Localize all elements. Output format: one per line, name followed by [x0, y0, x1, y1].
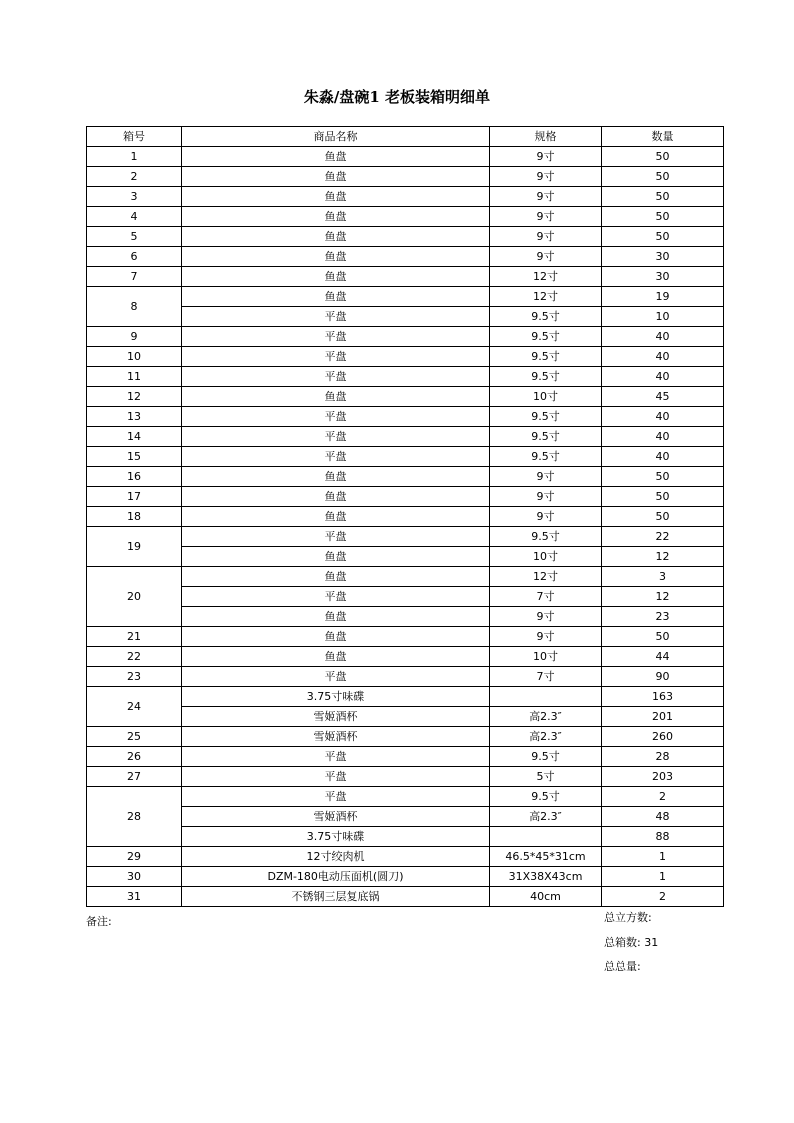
table-row	[87, 427, 724, 447]
quantity-cell: 50	[602, 227, 724, 247]
table-row	[87, 267, 724, 287]
table-row	[87, 547, 724, 567]
product-name-cell: 鱼盘	[182, 247, 490, 267]
product-name-cell: DZM-180电动压面机(圆刀)	[182, 867, 490, 887]
spec-cell	[490, 827, 602, 847]
product-name-cell: 鱼盘	[182, 387, 490, 407]
product-name-cell: 鱼盘	[182, 647, 490, 667]
product-name-cell: 鱼盘	[182, 467, 490, 487]
spec-cell: 9.5寸	[490, 747, 602, 767]
table-row	[87, 627, 724, 647]
quantity-cell: 50	[602, 187, 724, 207]
box-number-cell: 26	[87, 747, 182, 767]
table-body	[87, 147, 724, 907]
table-row	[87, 527, 724, 547]
box-number-cell: 13	[87, 407, 182, 427]
table-row	[87, 887, 724, 907]
spec-cell: 9寸	[490, 487, 602, 507]
box-number-cell: 12	[87, 387, 182, 407]
spec-cell: 9寸	[490, 467, 602, 487]
product-name-cell: 雪姬酒杯	[182, 707, 490, 727]
product-name-cell: 平盘	[182, 347, 490, 367]
product-name-cell: 鱼盘	[182, 547, 490, 567]
table-row	[87, 247, 724, 267]
product-name-cell: 平盘	[182, 587, 490, 607]
box-number-cell: 27	[87, 767, 182, 787]
quantity-cell: 50	[602, 467, 724, 487]
product-name-cell: 鱼盘	[182, 287, 490, 307]
quantity-cell: 90	[602, 667, 724, 687]
product-name-cell: 鱼盘	[182, 187, 490, 207]
spec-cell: 高2.3″	[490, 727, 602, 747]
total-boxes-label: 总箱数:	[604, 936, 641, 949]
product-name-cell: 平盘	[182, 307, 490, 327]
quantity-cell: 40	[602, 427, 724, 447]
spec-cell: 12寸	[490, 287, 602, 307]
quantity-cell: 50	[602, 207, 724, 227]
quantity-cell: 2	[602, 887, 724, 907]
product-name-cell: 雪姬酒杯	[182, 727, 490, 747]
product-name-cell: 3.75寸味碟	[182, 827, 490, 847]
product-name-cell: 鱼盘	[182, 567, 490, 587]
table-row	[87, 567, 724, 587]
spec-cell: 9寸	[490, 247, 602, 267]
quantity-cell: 40	[602, 407, 724, 427]
box-number-cell: 14	[87, 427, 182, 447]
quantity-cell: 1	[602, 867, 724, 887]
spec-cell: 9.5寸	[490, 407, 602, 427]
table-row	[87, 747, 724, 767]
product-name-cell: 鱼盘	[182, 227, 490, 247]
spec-cell: 40cm	[490, 887, 602, 907]
quantity-cell: 48	[602, 807, 724, 827]
product-name-cell: 鱼盘	[182, 487, 490, 507]
table-row	[87, 147, 724, 167]
total-boxes-value: 31	[644, 936, 659, 949]
quantity-cell: 40	[602, 367, 724, 387]
header-spec: 规格	[490, 127, 602, 147]
spec-cell: 7寸	[490, 587, 602, 607]
table-row	[87, 687, 724, 707]
total-volume-label: 总立方数:	[604, 911, 652, 924]
spec-cell: 10寸	[490, 547, 602, 567]
box-number-cell: 18	[87, 507, 182, 527]
table-row	[87, 787, 724, 807]
spec-cell: 9寸	[490, 167, 602, 187]
quantity-cell: 50	[602, 147, 724, 167]
quantity-cell: 23	[602, 607, 724, 627]
box-number-cell: 5	[87, 227, 182, 247]
spec-cell: 9.5寸	[490, 307, 602, 327]
spec-cell: 9.5寸	[490, 347, 602, 367]
spec-cell: 31X38X43cm	[490, 867, 602, 887]
spec-cell: 12寸	[490, 567, 602, 587]
table-row	[87, 307, 724, 327]
table-row	[87, 487, 724, 507]
spec-cell: 高2.3″	[490, 707, 602, 727]
box-number-cell: 2	[87, 167, 182, 187]
box-number-cell: 29	[87, 847, 182, 867]
box-number-cell: 9	[87, 327, 182, 347]
product-name-cell: 鱼盘	[182, 607, 490, 627]
table-header-row	[87, 127, 724, 147]
total-weight-label: 总总量:	[604, 960, 641, 973]
spec-cell: 高2.3″	[490, 807, 602, 827]
table-row	[87, 707, 724, 727]
spec-cell: 9寸	[490, 607, 602, 627]
quantity-cell: 30	[602, 267, 724, 287]
header-product-name: 商品名称	[182, 127, 490, 147]
quantity-cell: 50	[602, 507, 724, 527]
box-number-cell: 23	[87, 667, 182, 687]
quantity-cell: 203	[602, 767, 724, 787]
spec-cell: 9寸	[490, 147, 602, 167]
total-boxes-line	[604, 934, 658, 950]
box-number-cell: 19	[87, 527, 182, 567]
product-name-cell: 鱼盘	[182, 147, 490, 167]
spec-cell: 5寸	[490, 767, 602, 787]
box-number-cell: 4	[87, 207, 182, 227]
quantity-cell: 12	[602, 547, 724, 567]
quantity-cell: 50	[602, 167, 724, 187]
box-number-cell: 3	[87, 187, 182, 207]
product-name-cell: 平盘	[182, 367, 490, 387]
table-row	[87, 807, 724, 827]
quantity-cell: 201	[602, 707, 724, 727]
box-number-cell: 21	[87, 627, 182, 647]
table-row	[87, 507, 724, 527]
quantity-cell: 30	[602, 247, 724, 267]
quantity-cell: 88	[602, 827, 724, 847]
quantity-cell: 50	[602, 487, 724, 507]
product-name-cell: 3.75寸味碟	[182, 687, 490, 707]
table-row	[87, 447, 724, 467]
product-name-cell: 鱼盘	[182, 167, 490, 187]
table-row	[87, 227, 724, 247]
box-number-cell: 20	[87, 567, 182, 627]
box-number-cell: 15	[87, 447, 182, 467]
table-row	[87, 727, 724, 747]
product-name-cell: 鱼盘	[182, 627, 490, 647]
quantity-cell: 28	[602, 747, 724, 767]
table-row	[87, 207, 724, 227]
product-name-cell: 平盘	[182, 407, 490, 427]
packing-list-table	[86, 126, 724, 907]
product-name-cell: 平盘	[182, 327, 490, 347]
box-number-cell: 1	[87, 147, 182, 167]
spec-cell: 9寸	[490, 207, 602, 227]
spec-cell: 9寸	[490, 187, 602, 207]
table-row	[87, 847, 724, 867]
product-name-cell: 平盘	[182, 787, 490, 807]
box-number-cell: 11	[87, 367, 182, 387]
spec-cell: 9.5寸	[490, 327, 602, 347]
box-number-cell: 6	[87, 247, 182, 267]
quantity-cell: 22	[602, 527, 724, 547]
spec-cell: 9.5寸	[490, 527, 602, 547]
quantity-cell: 260	[602, 727, 724, 747]
table-row	[87, 367, 724, 387]
box-number-cell: 22	[87, 647, 182, 667]
product-name-cell: 鱼盘	[182, 507, 490, 527]
quantity-cell: 40	[602, 327, 724, 347]
table-row	[87, 467, 724, 487]
product-name-cell: 平盘	[182, 667, 490, 687]
quantity-cell: 50	[602, 627, 724, 647]
table-row	[87, 287, 724, 307]
quantity-cell: 2	[602, 787, 724, 807]
spec-cell: 9.5寸	[490, 787, 602, 807]
table-row	[87, 867, 724, 887]
table-row	[87, 587, 724, 607]
box-number-cell: 16	[87, 467, 182, 487]
table-row	[87, 767, 724, 787]
box-number-cell: 31	[87, 887, 182, 907]
box-number-cell: 10	[87, 347, 182, 367]
quantity-cell: 3	[602, 567, 724, 587]
box-number-cell: 24	[87, 687, 182, 727]
table-row	[87, 607, 724, 627]
table-row	[87, 647, 724, 667]
product-name-cell: 平盘	[182, 747, 490, 767]
spec-cell: 9.5寸	[490, 427, 602, 447]
spec-cell: 10寸	[490, 647, 602, 667]
quantity-cell: 19	[602, 287, 724, 307]
product-name-cell: 鱼盘	[182, 207, 490, 227]
header-box-number: 箱号	[87, 127, 182, 147]
box-number-cell: 25	[87, 727, 182, 747]
spec-cell: 9.5寸	[490, 447, 602, 467]
spec-cell: 9.5寸	[490, 367, 602, 387]
spec-cell: 46.5*45*31cm	[490, 847, 602, 867]
box-number-cell: 7	[87, 267, 182, 287]
quantity-cell: 1	[602, 847, 724, 867]
quantity-cell: 44	[602, 647, 724, 667]
product-name-cell: 雪姬酒杯	[182, 807, 490, 827]
quantity-cell: 10	[602, 307, 724, 327]
box-number-cell: 28	[87, 787, 182, 847]
quantity-cell: 40	[602, 447, 724, 467]
table-row	[87, 827, 724, 847]
quantity-cell: 12	[602, 587, 724, 607]
table-row	[87, 407, 724, 427]
spec-cell: 12寸	[490, 267, 602, 287]
table-row	[87, 167, 724, 187]
product-name-cell: 鱼盘	[182, 267, 490, 287]
box-number-cell: 8	[87, 287, 182, 327]
product-name-cell: 不锈钢三层复底锅	[182, 887, 490, 907]
spec-cell: 10寸	[490, 387, 602, 407]
quantity-cell: 45	[602, 387, 724, 407]
box-number-cell: 17	[87, 487, 182, 507]
header-quantity: 数量	[602, 127, 724, 147]
spec-cell	[490, 687, 602, 707]
remark-label: 备注:	[86, 915, 112, 928]
box-number-cell: 30	[87, 867, 182, 887]
table-row	[87, 327, 724, 347]
product-name-cell: 平盘	[182, 527, 490, 547]
quantity-cell: 163	[602, 687, 724, 707]
table-row	[87, 667, 724, 687]
table-row	[87, 347, 724, 367]
page-title: 朱淼/盘碗1 老板装箱明细单	[303, 88, 491, 106]
quantity-cell: 40	[602, 347, 724, 367]
product-name-cell: 平盘	[182, 427, 490, 447]
product-name-cell: 平盘	[182, 767, 490, 787]
spec-cell: 9寸	[490, 627, 602, 647]
product-name-cell: 12寸绞肉机	[182, 847, 490, 867]
spec-cell: 9寸	[490, 507, 602, 527]
table-row	[87, 187, 724, 207]
product-name-cell: 平盘	[182, 447, 490, 467]
spec-cell: 7寸	[490, 667, 602, 687]
spec-cell: 9寸	[490, 227, 602, 247]
table-row	[87, 387, 724, 407]
